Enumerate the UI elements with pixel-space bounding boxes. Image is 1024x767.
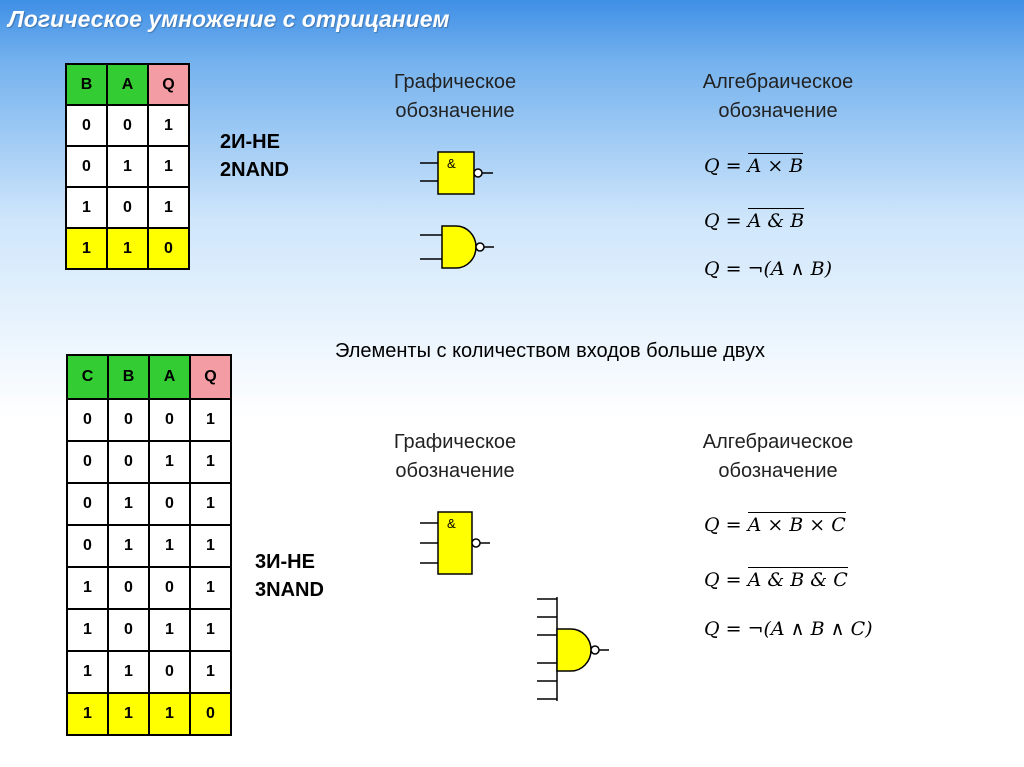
table-cell: 1 xyxy=(67,651,108,693)
table-cell: 1 xyxy=(190,483,231,525)
table-row xyxy=(67,609,231,651)
table-cell: 1 xyxy=(108,651,149,693)
formula-3nand-1 xyxy=(704,514,846,536)
gate-name-ru: 3И-НЕ xyxy=(255,551,315,573)
table-row xyxy=(67,525,231,567)
formula-lhs: Q = xyxy=(704,514,748,536)
table-cell: 1 xyxy=(108,483,149,525)
table-cell: 0 xyxy=(67,483,108,525)
caption-line: Алгебраическое xyxy=(702,71,854,93)
table-cell: 0 xyxy=(148,228,189,269)
table-row xyxy=(67,483,231,525)
table-row xyxy=(66,105,189,146)
and-symbol: & xyxy=(447,516,456,531)
table-cell: 1 xyxy=(190,651,231,693)
table-cell: 0 xyxy=(107,187,148,228)
table-row xyxy=(67,441,231,483)
table-cell: 0 xyxy=(67,441,108,483)
header-cell-a: A xyxy=(149,355,190,399)
table-cell: 0 xyxy=(108,399,149,441)
formula-2nand-2 xyxy=(704,210,804,232)
formula-2nand-3: Q = ¬(A ∧ B) xyxy=(704,258,832,280)
formula-rhs-negated: A & B xyxy=(747,210,805,232)
header-cell-b: B xyxy=(108,355,149,399)
table-cell: 0 xyxy=(108,567,149,609)
table-cell: 0 xyxy=(66,146,107,187)
table-cell: 0 xyxy=(108,609,149,651)
header-cell-a: A xyxy=(107,64,148,105)
table-row xyxy=(67,651,231,693)
caption-line: Графическое xyxy=(393,431,517,453)
nand-multi-input-symbol-icon xyxy=(535,595,615,705)
table-cell: 0 xyxy=(108,441,149,483)
table-cell: 0 xyxy=(107,105,148,146)
and-symbol: & xyxy=(447,156,456,171)
table-cell: 1 xyxy=(149,525,190,567)
caption-line: обозначение xyxy=(718,100,838,122)
formula-lhs: Q = xyxy=(704,155,748,177)
algebraic-caption-bottom xyxy=(663,428,893,486)
caption-line: обозначение xyxy=(395,100,515,122)
graphic-caption-top xyxy=(340,68,570,126)
table-row xyxy=(66,187,189,228)
nand2-rect-symbol-icon xyxy=(420,150,500,196)
slide-title: Логическое умножение с отрицанием xyxy=(8,6,450,32)
table-cell: 1 xyxy=(149,441,190,483)
formula-3nand-3: Q = ¬(A ∧ B ∧ C) xyxy=(704,618,873,640)
table-row xyxy=(67,567,231,609)
table-cell: 1 xyxy=(66,187,107,228)
table-row-highlighted xyxy=(67,693,231,735)
caption-line: Графическое xyxy=(393,71,517,93)
gate-name-en: 3NAND xyxy=(255,579,324,601)
table-row-highlighted xyxy=(66,228,189,269)
gate-name-en: 2NAND xyxy=(220,159,289,181)
table-cell: 0 xyxy=(66,105,107,146)
table-cell: 1 xyxy=(149,693,190,735)
table-cell: 1 xyxy=(149,609,190,651)
gate-name-3nand xyxy=(255,548,324,604)
formula-rhs-negated: A × B × C xyxy=(747,514,846,536)
formula-rhs-negated: A × B xyxy=(747,155,804,177)
gate-name-ru: 2И-НЕ xyxy=(220,131,280,153)
caption-line: обозначение xyxy=(718,460,838,482)
table-cell: 0 xyxy=(149,651,190,693)
formula-lhs: Q = xyxy=(704,210,748,232)
table-cell: 0 xyxy=(67,399,108,441)
table-cell: 1 xyxy=(107,146,148,187)
table-cell: 1 xyxy=(67,567,108,609)
header-cell-c: C xyxy=(67,355,108,399)
graphic-caption-bottom xyxy=(340,428,570,486)
table-cell: 0 xyxy=(67,525,108,567)
table-header-row xyxy=(67,355,231,399)
header-cell-q: Q xyxy=(148,64,189,105)
table-cell: 0 xyxy=(190,693,231,735)
table-cell: 1 xyxy=(67,609,108,651)
table-cell: 1 xyxy=(148,146,189,187)
table-cell: 1 xyxy=(108,693,149,735)
table-cell: 1 xyxy=(66,228,107,269)
header-cell-q: Q xyxy=(190,355,231,399)
nand2-ansi-symbol-icon xyxy=(420,224,500,270)
caption-line: Алгебраическое xyxy=(702,431,854,453)
truth-table-3nand xyxy=(66,354,232,736)
nand3-rect-symbol-icon xyxy=(420,510,500,576)
table-cell: 1 xyxy=(148,187,189,228)
table-cell: 1 xyxy=(190,567,231,609)
table-cell: 0 xyxy=(149,483,190,525)
table-cell: 1 xyxy=(190,525,231,567)
formula-lhs: Q = xyxy=(704,569,748,591)
gate-name-2nand xyxy=(220,128,289,184)
table-cell: 1 xyxy=(67,693,108,735)
formula-2nand-1 xyxy=(704,155,803,177)
truth-table-2nand xyxy=(65,63,190,270)
section-heading: Элементы с количеством входов больше двух xyxy=(335,340,765,362)
formula-3nand-2 xyxy=(704,569,848,591)
header-cell-b: B xyxy=(66,64,107,105)
table-cell: 1 xyxy=(190,609,231,651)
table-cell: 1 xyxy=(190,441,231,483)
table-cell: 1 xyxy=(190,399,231,441)
table-cell: 0 xyxy=(149,567,190,609)
caption-line: обозначение xyxy=(395,460,515,482)
algebraic-caption-top xyxy=(663,68,893,126)
table-header-row xyxy=(66,64,189,105)
table-row xyxy=(66,146,189,187)
table-row xyxy=(67,399,231,441)
table-cell: 1 xyxy=(148,105,189,146)
table-cell: 1 xyxy=(108,525,149,567)
formula-rhs-negated: A & B & C xyxy=(747,569,848,591)
table-cell: 0 xyxy=(149,399,190,441)
table-cell: 1 xyxy=(107,228,148,269)
